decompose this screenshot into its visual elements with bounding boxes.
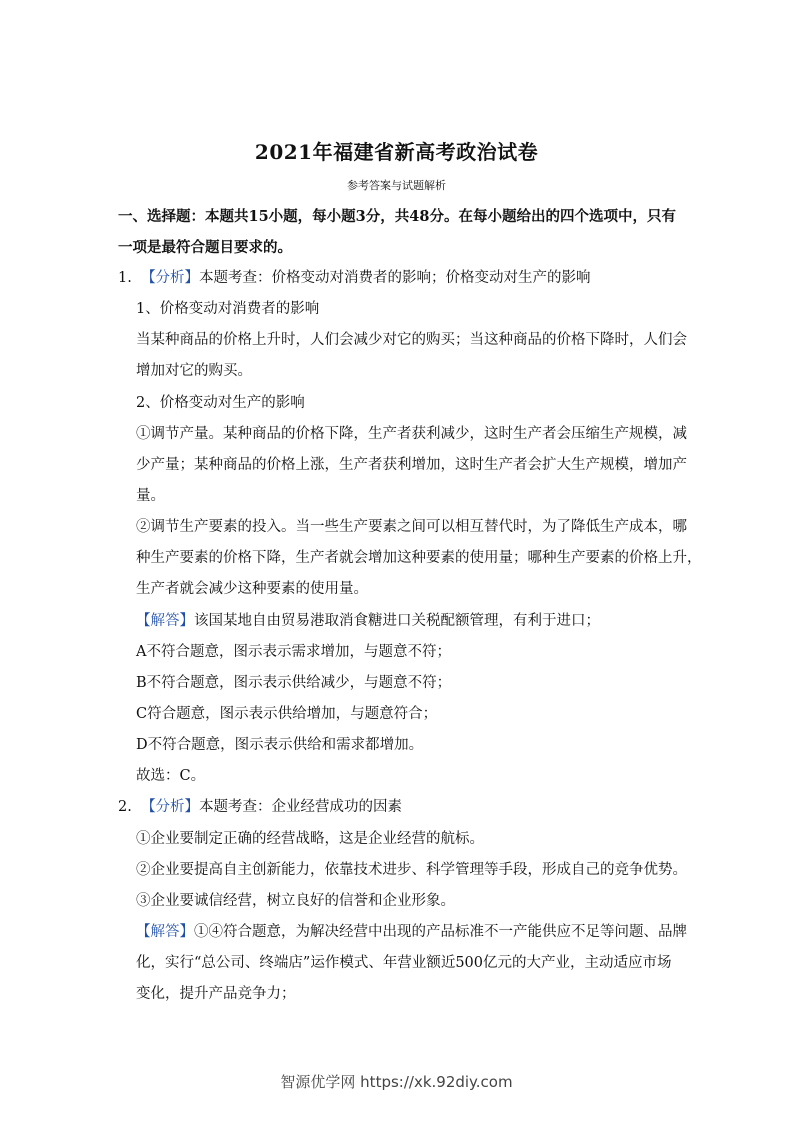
q2-answer-continued: 化，实行“总公司、终端店”运作模式、年营业额近500亿元的大产业，主动适应市场 [136, 955, 672, 971]
q2-analysis-line [118, 797, 402, 817]
q1-paragraph: 量。 [136, 488, 165, 504]
q1-answer-text: 该国某地自由贸易港取消食糖进口关税配额管理，有利于进口； [194, 613, 600, 629]
q2-answer-tag: 【解答】 [136, 924, 194, 940]
q1-paragraph: 1、价格变动对消费者的影响 [136, 301, 320, 317]
q1-paragraph: 少产量；某种商品的价格上涨，生产者获利增加，这时生产者会扩大生产规模，增加产 [136, 457, 687, 473]
q1-analysis-text: 本题考查：价格变动对消费者的影响；价格变动对生产的影响 [199, 270, 591, 286]
q2-paragraph: ③企业要诚信经营，树立良好的信誉和企业形象。 [136, 893, 455, 909]
page-title: 2021年福建省新高考政治试卷 [254, 140, 539, 164]
q2-answer-text: ①④符合题意，为解决经营中出现的产品标准不一产能供应不足等问题、品牌 [194, 924, 687, 940]
q1-analysis-line [118, 268, 591, 288]
q1-number: 1. [118, 270, 132, 286]
page-subtitle: 参考答案与试题解析 [347, 179, 446, 192]
q2-answer-line [136, 922, 687, 942]
q1-option-a: A不符合题意，图示表示需求增加，与题意不符； [136, 644, 451, 660]
q1-analysis-tag: 【分析】 [141, 270, 200, 286]
q1-paragraph: 种生产要素的价格下降，生产者就会增加这种要素的使用量；哪种生产要素的价格上升， [136, 550, 702, 566]
q1-paragraph: 增加对它的购买。 [136, 363, 252, 379]
q2-paragraph: ①企业要制定正确的经营战略，这是企业经营的航标。 [136, 831, 484, 847]
q2-paragraph: ②企业要提高自主创新能力，依靠技术进步、科学管理等手段，形成自己的竞争优势。 [136, 862, 687, 878]
footer-watermark: 智源优学网 https://xk.92diy.com [280, 1073, 513, 1091]
q1-answer-tag: 【解答】 [136, 613, 194, 629]
q1-paragraph: 当某种商品的价格上升时，人们会减少对它的购买；当这种商品的价格下降时，人们会 [136, 332, 687, 348]
q1-answer-line [136, 611, 600, 631]
q1-option-c: C符合题意，图示表示供给增加，与题意符合； [136, 706, 438, 722]
q2-number: 2. [118, 799, 132, 815]
section-heading-line-2: 一项是最符合题目要求的。 [118, 239, 292, 256]
q1-option-b: B不符合题意，图示表示供给减少，与题意不符； [136, 675, 452, 691]
q1-paragraph: ②调节生产要素的投入。当一些生产要素之间可以相互替代时，为了降低生产成本，哪 [136, 519, 687, 535]
q1-paragraph: 2、价格变动对生产的影响 [136, 395, 305, 411]
section-heading-line-1: 一、选择题：本题共15小题，每小题3分，共48分。在每小题给出的四个选项中，只有 [118, 208, 676, 225]
q2-answer-continued: 变化，提升产品竞争力； [136, 986, 296, 1002]
q1-paragraph: 生产者就会减少这种要素的使用量。 [136, 581, 368, 597]
q1-option-d: D不符合题意，图示表示供给和需求都增加。 [136, 737, 424, 753]
q1-paragraph: ①调节产量。某种商品的价格下降，生产者获利减少，这时生产者会压缩生产规模，减 [136, 426, 687, 442]
q2-analysis-text: 本题考查：企业经营成功的因素 [199, 799, 403, 815]
q2-analysis-tag: 【分析】 [141, 799, 200, 815]
q1-choice: 故选：C。 [136, 768, 206, 784]
